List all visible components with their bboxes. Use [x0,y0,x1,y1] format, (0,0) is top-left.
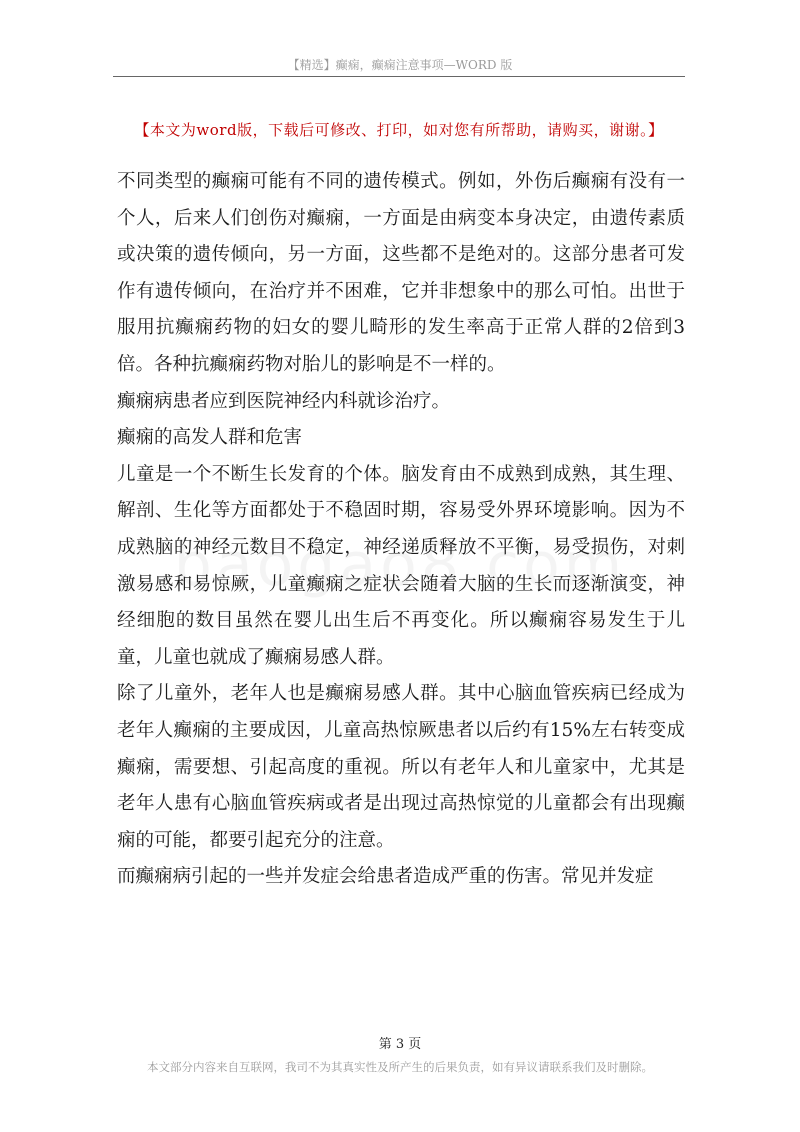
paragraph-genetics: 不同类型的癫痫可能有不同的遗传模式。例如，外伤后癫痫有没有一个人，后来人们创伤对癫痫，一方面是由病变本身决定，由遗传素质或决策的遗传倾向，另一方面，这些都不是绝对的。这部分患者可发作有遗传倾向，在治疗并不困难，它并非想象中的那么可怕。出世于服用抗癫痫药物的妇女的婴儿畸形的发生率高于正常人群的2倍到3倍。各种抗癫痫药物对胎儿的影响是不一样的。 [117,171,685,375]
document-body [117,164,685,896]
page-number: 第 3 页 [378,1037,422,1052]
page-header: 【精选】癫痫，癫痫注意事项—WORD 版 [287,58,513,72]
footer-disclaimer: 本文部分内容来自互联网，我司不为其真实性及所产生的后果负责，如有异议请联系我们及时删除。 [147,1060,653,1074]
word-version-notice: 【本文为word版，下载后可修改、打印，如对您有所帮助，请购买，谢谢。】 [134,121,664,139]
paragraph-children: 儿童是一个不断生长发育的个体。脑发育由不成熟到成熟，其生理、解剖、生化等方面都处于不稳固时期，容易受外界环境影响。因为不成熟脑的神经元数目不稳定，神经递质释放不平衡，易受损伤，对刺激易感和易惊厥，儿童癫痫之症状会随着大脑的生长而逐渐演变，神经细胞的数目虽然在婴儿出生后不再变化。所以癫痫容易发生于儿童，儿童也就成了癫痫易感人群。 [117,463,685,668]
section-heading: 癫痫的高发人群和危害 [117,427,303,449]
paragraph-complications: 而癫痫病引起的一些并发症会给患者造成严重的伤害。常见并发症 [117,866,654,888]
paragraph-treatment: 癫痫病患者应到医院神经内科就诊治疗。 [117,390,451,412]
paragraph-elderly: 除了儿童外，老年人也是癫痫易感人群。其中心脑血管疾病已经成为老年人癫痫的主要成因，儿童高热惊厥患者以后约有15%左右转变成癫痫，需要想、引起高度的重视。所以有老年人和儿童家中，尤其是老年人患有心脑血管疾病或者是出现过高热惊觉的儿童都会有出现癫痫的可能，都要引起充分的注意。 [117,683,685,851]
header-divider [113,76,685,77]
